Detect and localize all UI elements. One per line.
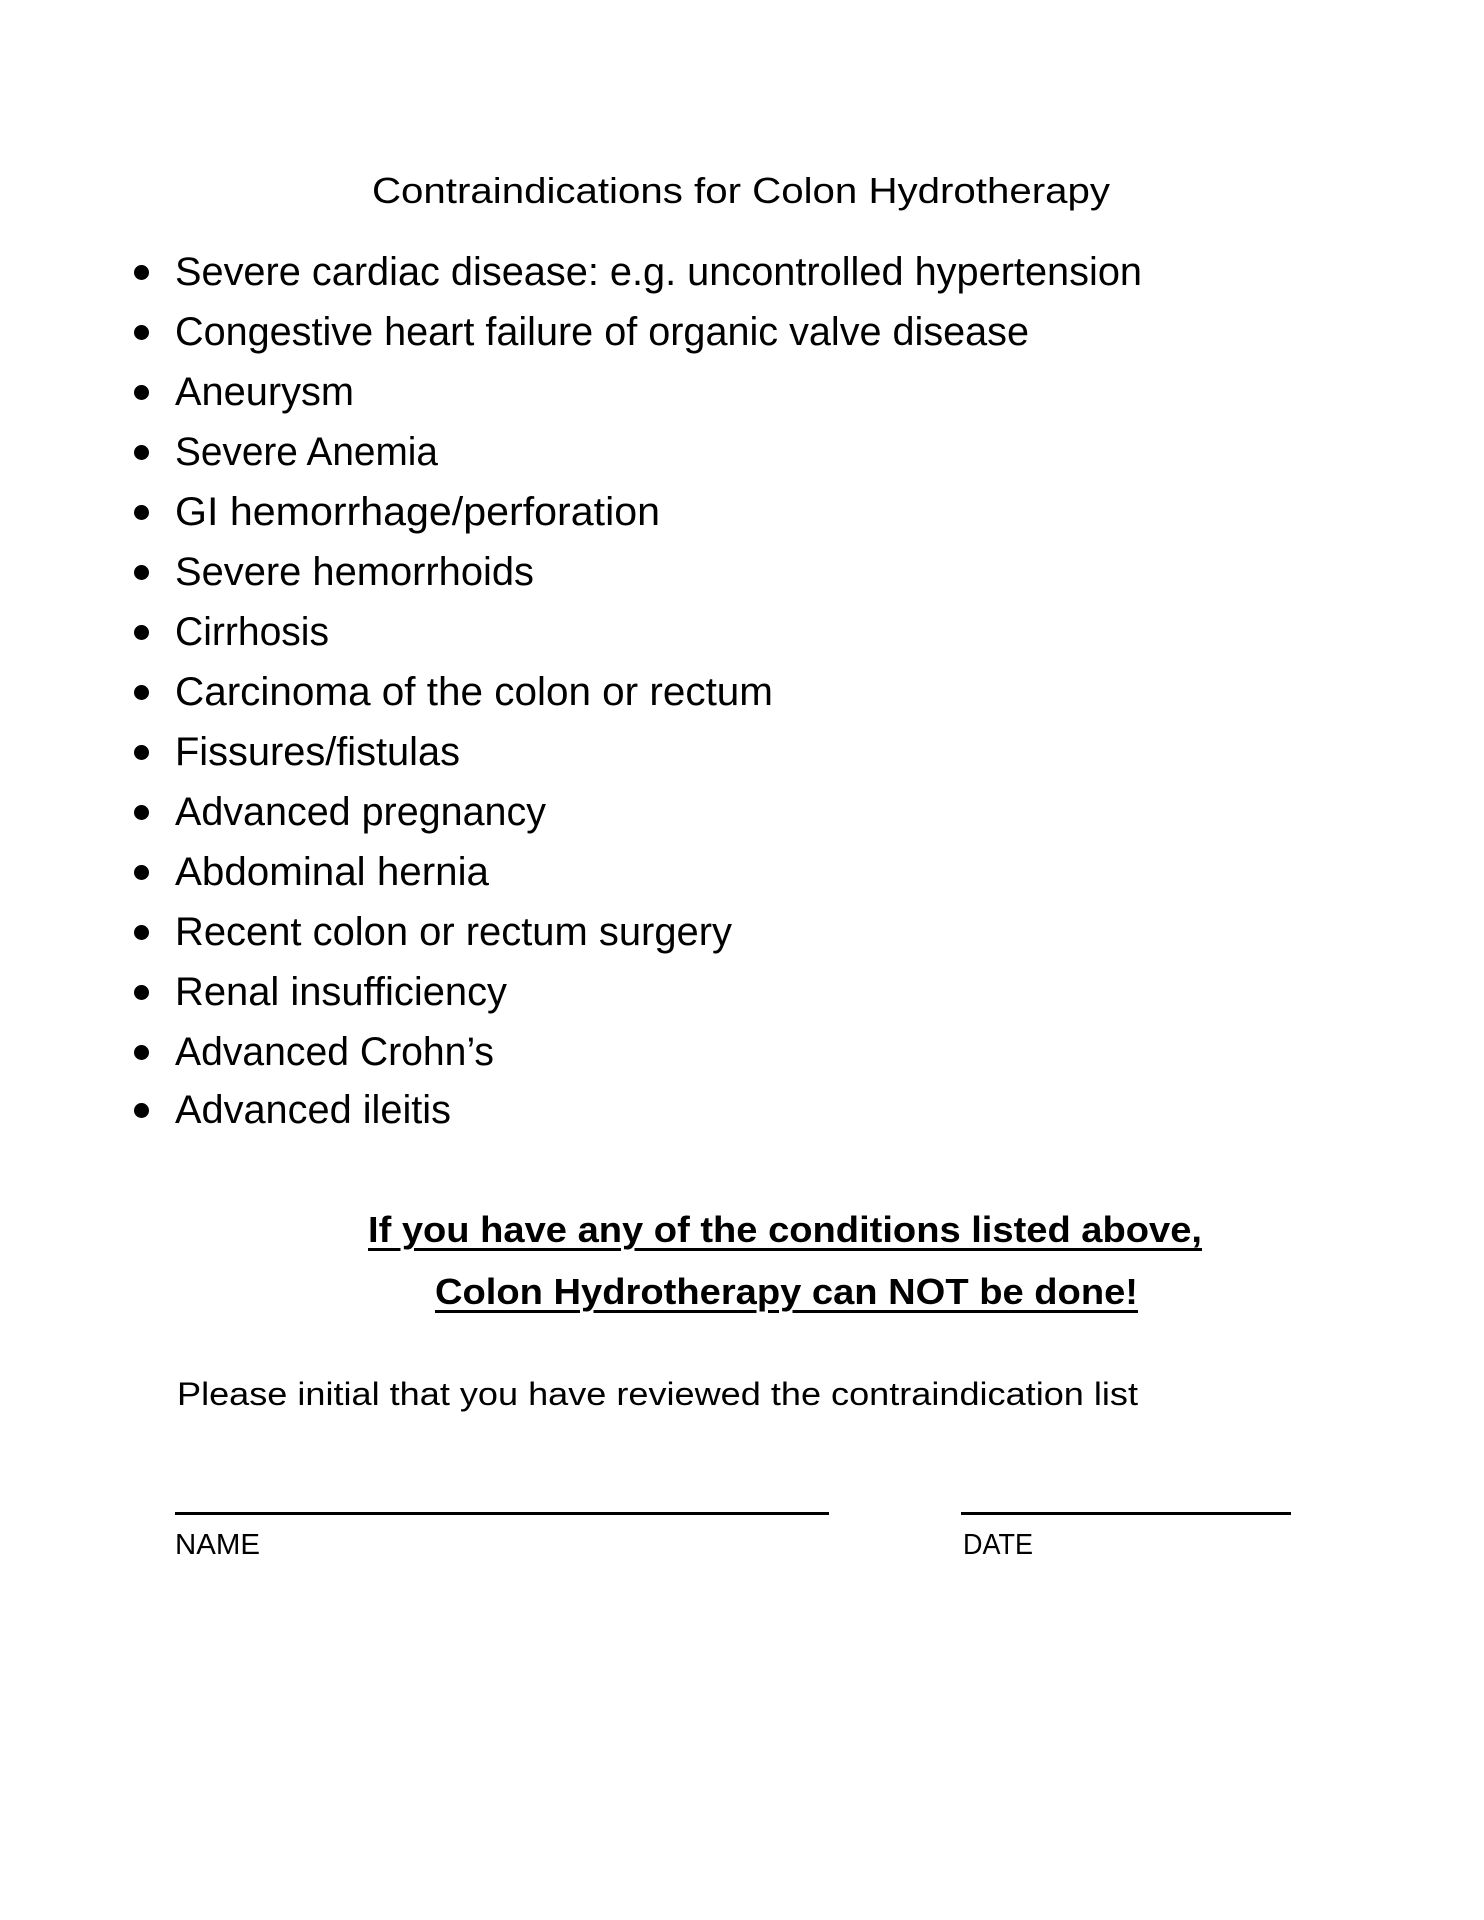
list-item-text: Severe cardiac disease: e.g. uncontrolled hypertension bbox=[175, 250, 1142, 294]
warning-text-line-2: Colon Hydrotherapy can NOT be done! bbox=[435, 1271, 1138, 1312]
list-item-text: Aneurysm bbox=[175, 370, 354, 414]
name-label: NAME bbox=[175, 1529, 260, 1561]
bullet-icon bbox=[134, 865, 149, 880]
bullet-icon bbox=[134, 505, 149, 520]
bullet-icon bbox=[134, 385, 149, 400]
list-item-text: GI hemorrhage/perforation bbox=[175, 490, 660, 534]
bullet-icon bbox=[134, 745, 149, 760]
bullet-icon bbox=[134, 565, 149, 580]
list-item-text: Cirrhosis bbox=[175, 610, 329, 654]
list-item-text: Congestive heart failure of organic valve disease bbox=[175, 310, 1029, 354]
list-item-text: Severe hemorrhoids bbox=[175, 550, 534, 594]
list-item-text: Advanced Crohn’s bbox=[175, 1030, 494, 1074]
list-item-text: Renal insufficiency bbox=[175, 970, 507, 1014]
warning-text-line-1: If you have any of the conditions listed above, bbox=[368, 1209, 1202, 1250]
bullet-icon bbox=[134, 685, 149, 700]
bullet-icon bbox=[134, 325, 149, 340]
bullet-icon bbox=[134, 985, 149, 1000]
date-signature-line[interactable] bbox=[961, 1512, 1291, 1515]
bullet-icon bbox=[134, 445, 149, 460]
bullet-icon bbox=[134, 1045, 149, 1060]
list-item-text: Advanced pregnancy bbox=[175, 790, 546, 834]
list-item-text: Carcinoma of the colon or rectum bbox=[175, 670, 773, 714]
bullet-icon bbox=[134, 625, 149, 640]
list-item-text: Severe Anemia bbox=[175, 430, 438, 474]
document-title: Contraindications for Colon Hydrotherapy bbox=[372, 170, 1110, 211]
date-label: DATE bbox=[963, 1529, 1033, 1561]
list-item-text: Abdominal hernia bbox=[175, 850, 489, 894]
list-item-text: Advanced ileitis bbox=[175, 1088, 451, 1132]
list-item-text: Recent colon or rectum surgery bbox=[175, 910, 732, 954]
name-signature-line[interactable] bbox=[175, 1512, 829, 1515]
bullet-icon bbox=[134, 1103, 149, 1118]
list-item-text: Fissures/fistulas bbox=[175, 730, 460, 774]
bullet-icon bbox=[134, 265, 149, 280]
bullet-icon bbox=[134, 925, 149, 940]
instruction-text: Please initial that you have reviewed the contraindication list bbox=[177, 1376, 1138, 1412]
bullet-icon bbox=[134, 805, 149, 820]
